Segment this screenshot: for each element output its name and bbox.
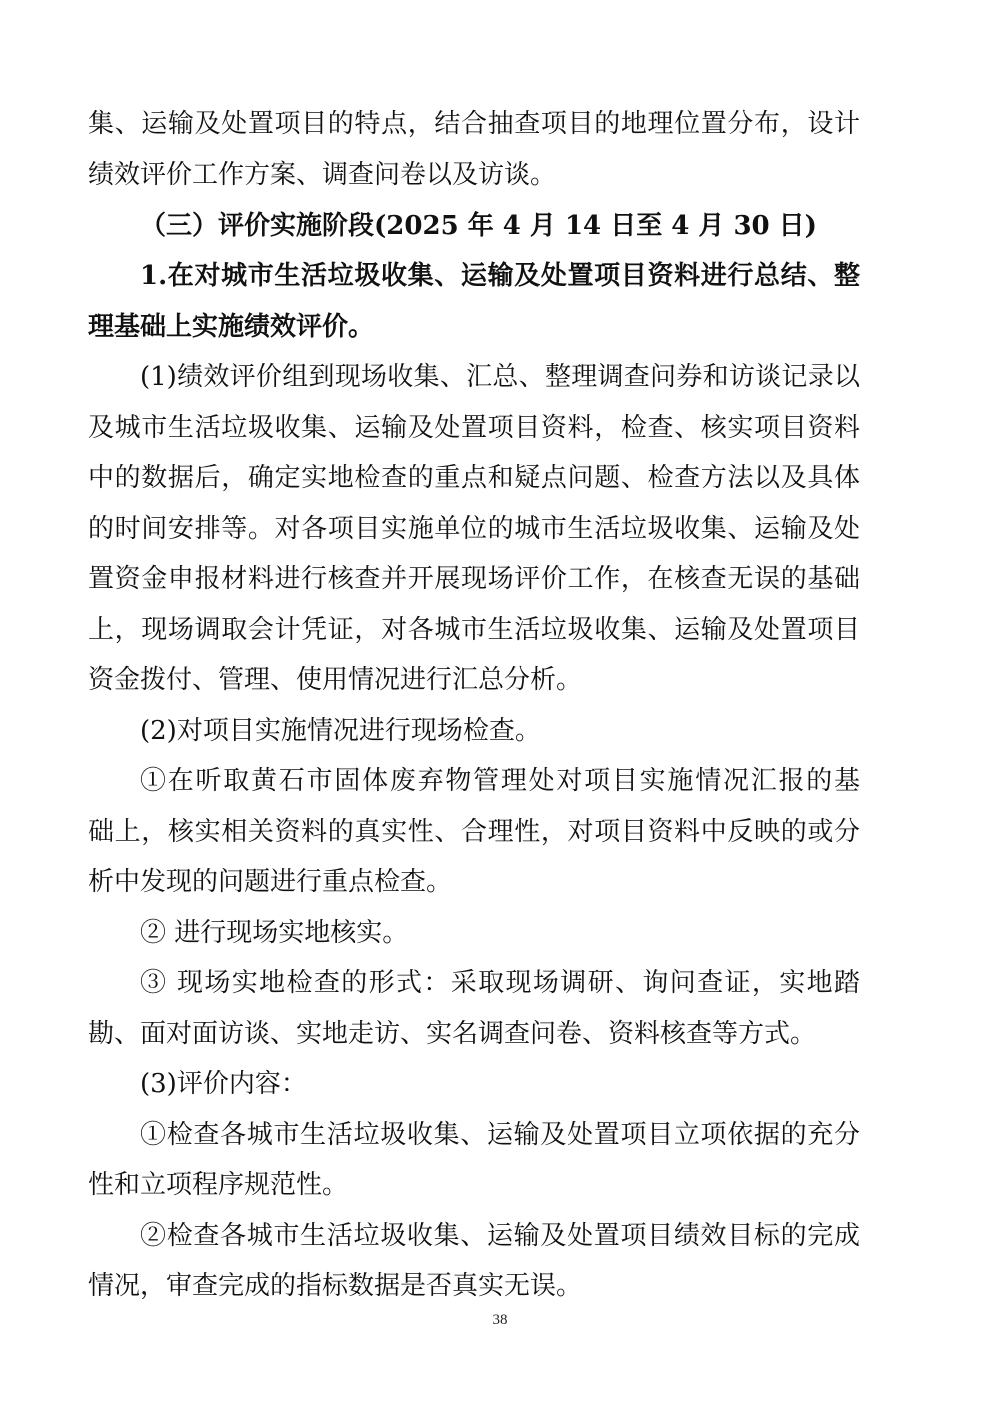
paragraph-line: 资金拨付、管理、使用情况进行汇总分析。 — [88, 665, 583, 695]
paragraph-line: (3)评价内容： — [140, 1069, 307, 1099]
paragraph-line: 情况，审查完成的指标数据是否真实无误。 — [88, 1271, 583, 1301]
page-number: 38 — [492, 1312, 508, 1328]
paragraph-line: ③ 现场实地检查的形式：采取现场调研、询问查证，实地踏 — [140, 968, 860, 998]
paragraph-line: ② 进行现场实地核实。 — [140, 918, 409, 948]
paragraph-line: 的时间安排等。对各项目实施单位的城市生活垃圾收集、运输及处 — [88, 514, 860, 544]
paragraph-line: 性和立项程序规范性。 — [88, 1170, 349, 1200]
paragraph-line: (2)对项目实施情况进行现场检查。 — [140, 716, 541, 746]
paragraph-line: ①检查各城市生活垃圾收集、运输及处置项目立项依据的充分 — [140, 1120, 860, 1150]
paragraph-line: 集、运输及处置项目的特点，结合抽查项目的地理位置分布，设计 — [88, 109, 860, 139]
paragraph-line: 础上，核实相关资料的真实性、合理性，对项目资料中反映的或分 — [88, 817, 860, 847]
section-heading: （三）评价实施阶段(2025 年 4 月 14 日至 4 月 30 日) — [140, 211, 817, 241]
paragraph-line: 上，现场调取会计凭证，对各城市生活垃圾收集、运输及处置项目 — [88, 615, 860, 645]
paragraph-line: 置资金申报材料进行核查并开展现场评价工作，在核查无误的基础 — [88, 564, 860, 594]
paragraph-line: (1)绩效评价组到现场收集、汇总、整理调查问券和访谈记录以 — [140, 362, 860, 392]
paragraph-line: 中的数据后，确定实地检查的重点和疑点问题、检查方法以及具体 — [88, 463, 860, 493]
paragraph-line: 及城市生活垃圾收集、运输及处置项目资料，检查、核实项目资料 — [88, 413, 860, 443]
paragraph-line: ①在听取黄石市固体废弃物管理处对项目实施情况汇报的基 — [140, 766, 860, 796]
paragraph-line: 勘、面对面访谈、实地走访、实名调查问卷、资料核查等方式。 — [88, 1019, 817, 1049]
paragraph-line: 析中发现的问题进行重点检查。 — [88, 867, 453, 897]
paragraph-line: 绩效评价工作方案、调查问卷以及访谈。 — [88, 160, 557, 190]
subsection-heading-line: 1.在对城市生活垃圾收集、运输及处置项目资料进行总结、整 — [140, 261, 860, 291]
paragraph-line: ②检查各城市生活垃圾收集、运输及处置项目绩效目标的完成 — [140, 1221, 860, 1251]
subsection-heading-line: 理基础上实施绩效评价。 — [88, 312, 375, 342]
